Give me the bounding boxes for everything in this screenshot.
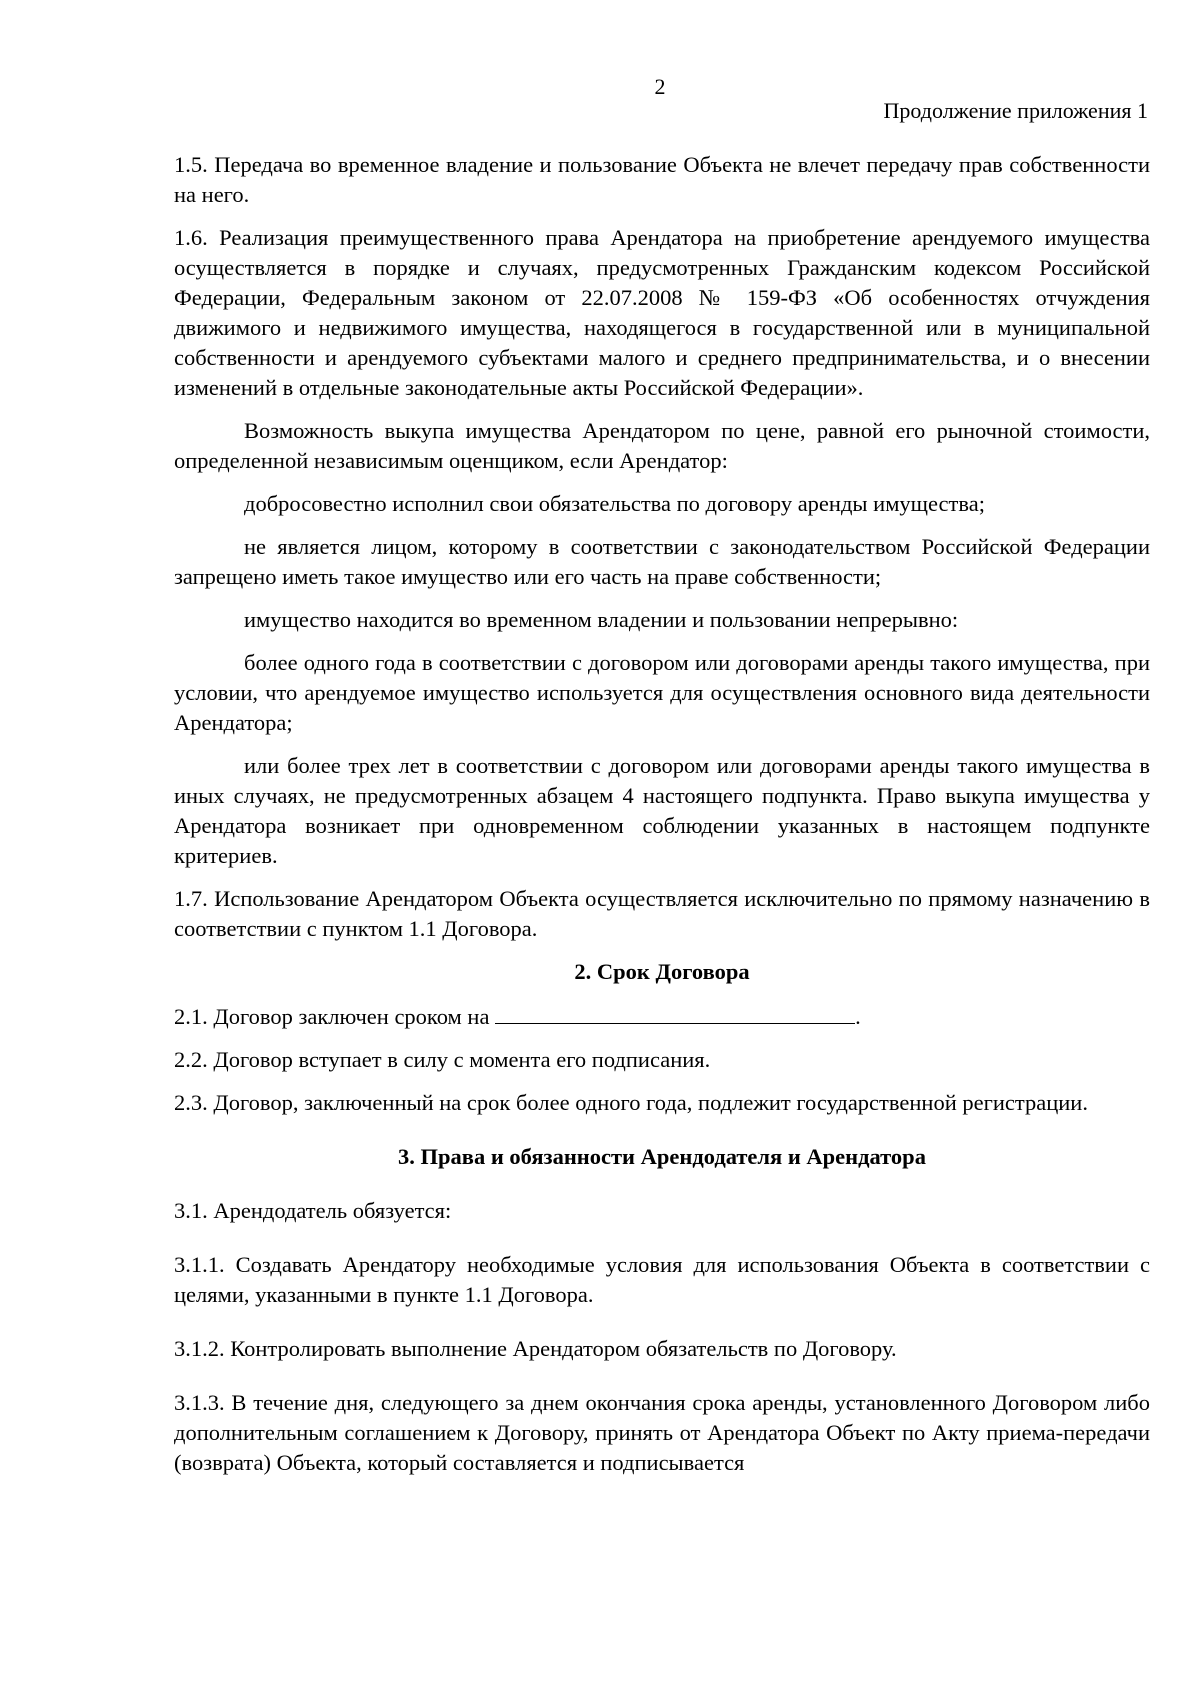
clause-3-1: 3.1. Арендодатель обязуется: xyxy=(174,1198,452,1223)
clause-2-3: 2.3. Договор, заключенный на срок более одного года, подлежит государственной регистрации. xyxy=(174,1090,1088,1115)
clause-3-1-1: 3.1.1. Создавать Арендатору необходимые условия для использования Объекта в соответствии с целями, указанными в пункте 1.1 Договора. xyxy=(174,1252,1150,1307)
clause-1-7: 1.7. Использование Арендатором Объекта осуществляется исключительно по прямому назначению в соответствии с пунктом 1.1 Договора. xyxy=(174,886,1150,941)
clause-2-1 xyxy=(174,1001,1150,1032)
clause-2-1-text: 2.1. Договор заключен сроком на xyxy=(174,1004,490,1029)
section-3-heading: 3. Права и обязанности Арендодателя и Арендатора xyxy=(398,1144,926,1169)
paragraph-bona-fide: добросовестно исполнил свои обязательства по договору аренды имущества; xyxy=(244,491,985,516)
paragraph-not-prohibited: не является лицом, которому в соответствии с законодательством Российской Федерации запрещено иметь такое имущество или его часть на праве собственности; xyxy=(174,534,1150,589)
term-blank-line xyxy=(495,1001,855,1024)
page-number: 2 xyxy=(654,74,666,99)
document-body xyxy=(174,150,1150,1491)
appendix-note: Продолжение приложения 1 xyxy=(883,98,1148,123)
clause-3-1-2: 3.1.2. Контролировать выполнение Арендатором обязательств по Договору. xyxy=(174,1336,897,1361)
clause-1-5: 1.5. Передача во временное владение и пользование Объекта не влечет передачу прав собственности на него. xyxy=(174,152,1150,207)
clause-3-1-3: 3.1.3. В течение дня, следующего за днем окончания срока аренды, установленного Договором либо дополнительным соглашением к Договору, принять от Арендатора Объект по Акту приема-передачи (возврата) Объекта, который составляется и подписывается xyxy=(174,1390,1150,1475)
paragraph-continuous-possession: имущество находится во временном владении и пользовании непрерывно: xyxy=(244,607,959,632)
clause-2-1-period: . xyxy=(855,1004,861,1029)
clause-1-6: 1.6. Реализация преимущественного права Арендатора на приобретение арендуемого имущества осуществляется в порядке и случаях, предусмотренных Гражданским кодексом Российской Федерации, Федеральным законом от 22.07.2008 № 159-ФЗ «Об особенностях отчуждения движимого и недвижимого имущества, находящегося в государственной или в муниципальной собственности и арендуемого субъектами малого и среднего предпринимательства, и о внесении изменений в отдельные законодательные акты Российской Федерации». xyxy=(174,225,1150,400)
paragraph-buyout-possibility: Возможность выкупа имущества Арендатором по цене, равной его рыночной стоимости, определенной независимым оценщиком, если Арендатор: xyxy=(174,418,1150,473)
section-2-heading: 2. Срок Договора xyxy=(574,959,750,984)
paragraph-more-three-years: или более трех лет в соответствии с договором или договорами аренды такого имущества в иных случаях, не предусмотренных абзацем 4 настоящего подпункта. Право выкупа имущества у Арендатора возникает при одновременном соблюдении указанных в настоящем подпункте критериев. xyxy=(174,753,1150,868)
paragraph-more-one-year: более одного года в соответствии с договором или договорами аренды такого имущества, при условии, что арендуемое имущество используется для осуществления основного вида деятельности Арендатора; xyxy=(174,650,1150,735)
clause-2-2: 2.2. Договор вступает в силу с момента его подписания. xyxy=(174,1047,711,1072)
